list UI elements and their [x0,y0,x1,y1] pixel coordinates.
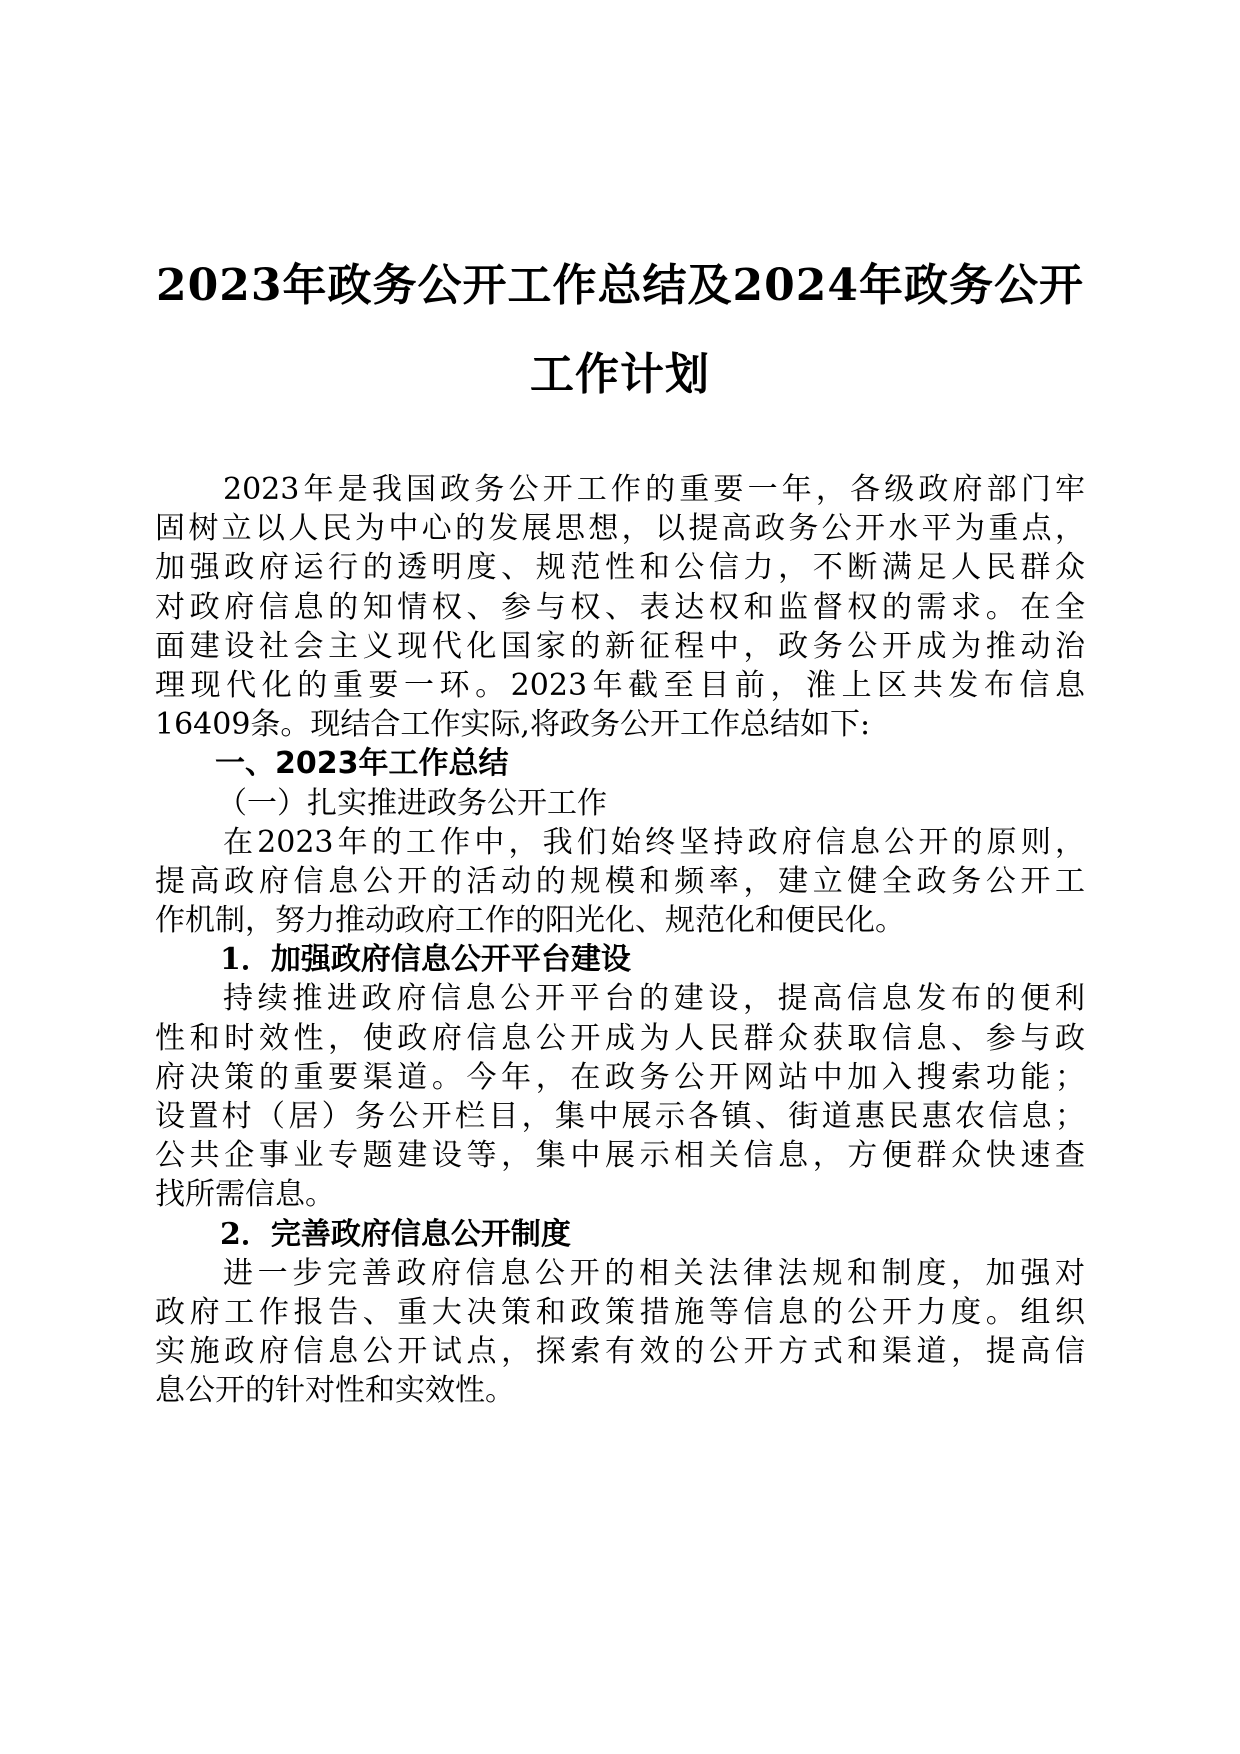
document-body [155,470,1085,1411]
paragraph-line: 设置村（居）务公开栏目，集中展示各镇、街道惠民惠农信息； [155,1099,1085,1134]
paragraph-line: 实施政府信息公开试点，探索有效的公开方式和渠道，提高信 [155,1334,1085,1370]
paragraph-line: 持续推进政府信息公开平台的建设，提高信息发布的便利 [223,981,1085,1017]
intro-line: 理现代化的重要一环。2023年截至目前，淮上区共发布信息 [155,667,1085,703]
item-heading-2: 2．完善政府信息公开制度 [220,1216,571,1252]
paragraph-line: 进一步完善政府信息公开的相关法律法规和制度，加强对 [223,1255,1085,1291]
paragraph-line: 找所需信息。 [155,1177,335,1213]
paragraph-line: 息公开的针对性和实效性。 [155,1373,515,1409]
intro-paragraph [155,470,1085,744]
intro-line: 16409条。现结合工作实际,将政务公开工作总结如下: [155,707,871,743]
intro-line: 对政府信息的知情权、参与权、表达权和监督权的需求。在全 [155,589,1085,625]
section-heading-1: 一、2023年工作总结 [215,746,509,782]
intro-line: 2023年是我国政务公开工作的重要一年，各级政府部门牢 [223,472,1085,507]
paragraph-line: 作机制，努力推动政府工作的阳光化、规范化和便民化。 [155,903,905,939]
intro-line: 固树立以人民为中心的发展思想，以提高政务公开水平为重点， [155,511,1085,547]
item-paragraph-1 [155,979,1085,1214]
item-heading-1: 1．加强政府信息公开平台建设 [220,942,631,978]
section-paragraph [155,823,1085,941]
paragraph-line: 政府工作报告、重大决策和政策措施等信息的公开力度。组织 [155,1294,1085,1330]
paragraph-line: 公共企事业专题建设等，集中展示相关信息，方便群众快速查 [155,1138,1085,1174]
subsection-heading-1: （一）扎实推进政务公开工作 [217,785,607,821]
paragraph-line: 府决策的重要渠道。今年，在政务公开网站中加入搜索功能； [155,1059,1085,1095]
paragraph-line: 性和时效性，使政府信息公开成为人民群众获取信息、参与政 [155,1020,1085,1056]
document-title-line-2: 工作计划 [530,349,710,400]
item-paragraph-2 [155,1254,1085,1411]
paragraph-line: 提高政府信息公开的活动的规模和频率，建立健全政务公开工 [155,863,1085,899]
intro-line: 加强政府运行的透明度、规范性和公信力，不断满足人民群众 [155,550,1085,586]
intro-line: 面建设社会主义现代化国家的新征程中，政务公开成为推动治 [155,628,1085,664]
document-title-line-1: 2023年政务公开工作总结及2024年政务公开 [156,260,1084,311]
paragraph-line: 在2023年的工作中，我们始终坚持政府信息公开的原则， [223,824,1085,860]
